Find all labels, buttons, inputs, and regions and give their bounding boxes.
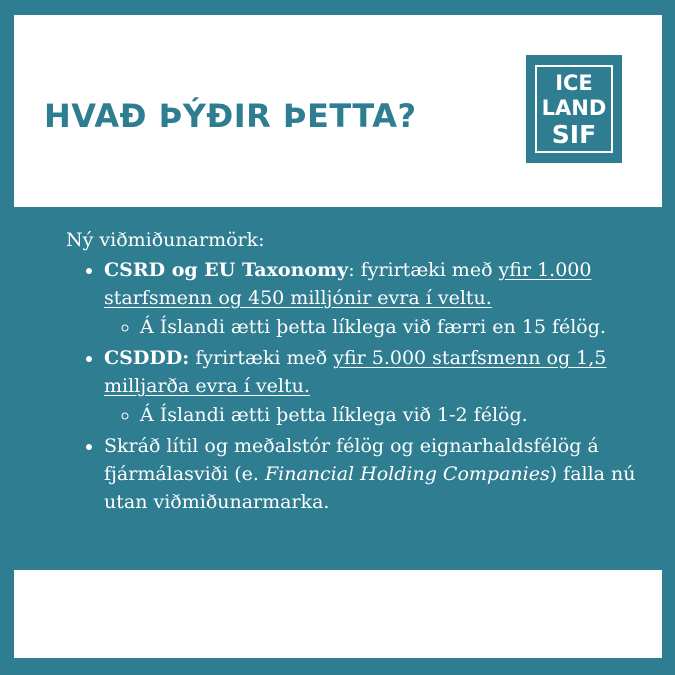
logo-frame [535,65,613,153]
bullet-csrd-bold: CSRD og EU Taxonomy [104,259,349,281]
bullet-smes-text-after: ) falla nú utan viðmiðunarmarka. [104,463,636,513]
bullet-smes-italic: Financial Holding Companies [264,463,550,485]
intro-text: Ný viðmiðunarmörk: [66,229,265,251]
logo-text-sif: SIF [551,120,597,149]
sub-list-csddd [104,401,636,429]
header-card [14,15,662,207]
page-title: HVAÐ ÞÝÐIR ÞETTA? [44,97,417,135]
bullet-csddd-text: fyrirtæki með [189,347,334,369]
sub-item-csrd: ◦ Á Íslandi ætti þetta líklega við færri en 15 félög. [140,313,636,341]
bullet-smes-text: Skráð lítil og meðalstór félög og eignarhaldsfélög á fjármálasviði (e. [104,435,599,485]
logo-text-ice: ICE [555,71,593,95]
content-body [66,226,636,519]
bullet-csddd [104,344,636,429]
bullet-csrd [104,256,636,341]
logo-text-land: LAND [541,96,607,120]
bullet-list [66,256,636,516]
bullet-smes [104,432,636,516]
bullet-csrd-underlined: yfir 1.000 starfsmenn og 450 milljónir evra í veltu. [104,259,592,309]
sub-item-csddd: ◦ Á Íslandi ætti þetta líklega við 1-2 félög. [140,401,636,429]
sub-list-csrd [104,313,636,341]
footer-card [14,570,662,658]
bullet-csddd-bold: CSDDD: [104,347,190,369]
bullet-csrd-text: : fyrirtæki með [348,259,499,281]
bullet-csddd-underlined: yfir 5.000 starfsmenn og 1,5 milljarða evra í veltu. [104,347,607,397]
iceland-sif-logo [526,55,622,163]
